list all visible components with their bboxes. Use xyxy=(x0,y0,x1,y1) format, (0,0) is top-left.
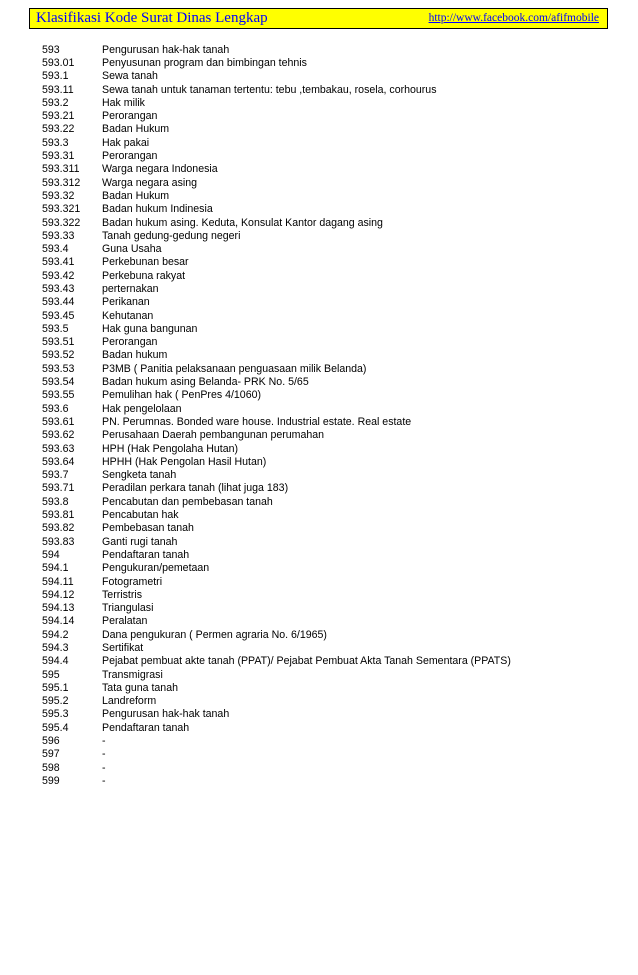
classification-code: 593.322 xyxy=(42,216,81,229)
classification-code: 593.4 xyxy=(42,243,69,256)
list-item xyxy=(42,282,602,295)
classification-description: Warga negara Indonesia xyxy=(102,163,218,176)
classification-description: Peralatan xyxy=(102,615,148,628)
classification-code: 596 xyxy=(42,735,60,748)
classification-code: 593.321 xyxy=(42,203,81,216)
classification-description: PN. Perumnas. Bonded ware house. Industrial estate. Real estate xyxy=(102,415,412,428)
list-item xyxy=(42,442,602,455)
classification-code: 594.4 xyxy=(42,655,69,668)
classification-code: 593.11 xyxy=(42,83,74,96)
classification-code: 593.32 xyxy=(42,189,75,202)
list-item xyxy=(42,575,602,588)
classification-code: 593.45 xyxy=(42,309,75,322)
classification-description: Badan Hukum xyxy=(102,189,170,202)
classification-description: Sewa tanah xyxy=(102,70,158,83)
list-item xyxy=(42,761,602,774)
classification-code: 593.33 xyxy=(42,229,75,242)
classification-code: 593.01 xyxy=(42,56,75,69)
classification-description: Landreform xyxy=(102,695,157,708)
classification-code: 594.12 xyxy=(42,588,75,601)
list-item xyxy=(42,203,602,216)
classification-description: - xyxy=(102,761,106,774)
classification-description: Hak pengelolaan xyxy=(102,402,182,415)
classification-description: Pencabutan hak xyxy=(102,509,179,522)
facebook-link[interactable]: http://www.facebook.com/afifmobile xyxy=(428,11,599,24)
classification-description: Perorangan xyxy=(102,110,158,123)
list-item xyxy=(42,734,602,747)
classification-description: Sewa tanah untuk tanaman tertentu: tebu ,tembakau, rosela, corhourus xyxy=(102,83,437,96)
list-item xyxy=(42,562,602,575)
page-header-bar xyxy=(29,8,608,29)
classification-code: 593.312 xyxy=(42,176,81,189)
list-item xyxy=(42,721,602,734)
classification-code: 594.2 xyxy=(42,628,69,641)
classification-code: 598 xyxy=(42,761,60,774)
classification-code: 593.1 xyxy=(42,70,69,83)
classification-code: 593.3 xyxy=(42,136,69,149)
list-item xyxy=(42,708,602,721)
list-item xyxy=(42,522,602,535)
list-item xyxy=(42,136,602,149)
list-item xyxy=(42,362,602,375)
list-item xyxy=(42,256,602,269)
list-item xyxy=(42,601,602,614)
classification-description: perternakan xyxy=(102,282,159,295)
list-item xyxy=(42,495,602,508)
classification-description: Pemulihan hak ( PenPres 4/1060) xyxy=(102,389,261,402)
classification-code: 593.83 xyxy=(42,535,75,548)
classification-description: Peradilan perkara tanah (lihat juga 183) xyxy=(102,482,289,495)
classification-code: 593.51 xyxy=(42,336,75,349)
classification-description: Perorangan xyxy=(102,336,158,349)
classification-description: HPHH (Hak Pengolan Hasil Hutan) xyxy=(102,455,267,468)
document-title: Klasifikasi Kode Surat Dinas Lengkap xyxy=(36,10,268,26)
list-item xyxy=(42,389,602,402)
classification-code: 593.7 xyxy=(42,469,69,482)
list-item xyxy=(42,96,602,109)
list-item xyxy=(42,748,602,761)
classification-description: Tanah gedung-gedung negeri xyxy=(102,229,241,242)
classification-description: Triangulasi xyxy=(102,602,154,615)
classification-description: Sertifikat xyxy=(102,642,144,654)
list-item xyxy=(42,628,602,641)
classification-description: Perkebuna rakyat xyxy=(102,269,186,282)
classification-description: Perusahaan Daerah pembangunan perumahan xyxy=(102,429,325,442)
classification-code: 593.8 xyxy=(42,495,69,508)
classification-description: Badan hukum xyxy=(102,349,168,362)
list-item xyxy=(42,269,602,282)
classification-code: 593.53 xyxy=(42,362,75,375)
list-item xyxy=(42,70,602,83)
classification-description: Terristris xyxy=(102,588,143,601)
list-item xyxy=(42,176,602,189)
list-item xyxy=(42,641,602,654)
list-item xyxy=(42,774,602,787)
classification-code: 593 xyxy=(42,43,60,56)
classification-description: Pendaftaran tanah xyxy=(102,548,190,561)
list-item xyxy=(42,668,602,681)
classification-code: 593.81 xyxy=(42,509,75,522)
classification-description: Pendaftaran tanah xyxy=(102,721,190,734)
classification-description: Pencabutan dan pembebasan tanah xyxy=(102,495,273,508)
classification-description: Pengukuran/pemetaan xyxy=(102,562,210,575)
classification-code: 593.71 xyxy=(42,482,75,495)
classification-code: 593.5 xyxy=(42,322,69,335)
classification-description: P3MB ( Panitia pelaksanaan penguasaan milik Belanda) xyxy=(102,362,367,375)
classification-code: 593.21 xyxy=(42,110,75,123)
classification-description: Perkebunan besar xyxy=(102,256,189,269)
classification-description: Sengketa tanah xyxy=(102,469,177,482)
classification-code: 594.14 xyxy=(42,615,75,628)
classification-code: 593.43 xyxy=(42,282,75,295)
classification-description: HPH (Hak Pengolaha Hutan) xyxy=(102,442,239,455)
classification-description: Ganti rugi tanah xyxy=(102,535,178,548)
classification-description: Badan hukum asing Belanda- PRK No. 5/65 xyxy=(102,376,309,389)
list-item xyxy=(42,56,602,69)
classification-description: Penyusunan program dan bimbingan tehnis xyxy=(102,56,307,69)
list-item xyxy=(42,375,602,388)
classification-code: 594.1 xyxy=(42,562,69,575)
classification-code: 594.11 xyxy=(42,575,74,588)
list-item xyxy=(42,655,602,668)
list-item xyxy=(42,429,602,442)
classification-description: Pengurusan hak-hak tanah xyxy=(102,708,230,721)
classification-description: Hak pakai xyxy=(102,136,150,149)
classification-description: - xyxy=(102,735,106,748)
classification-description: Kehutanan xyxy=(102,309,154,322)
classification-code: 593.41 xyxy=(42,256,75,269)
classification-code: 593.311 xyxy=(42,163,80,176)
list-item xyxy=(42,216,602,229)
classification-description: Hak guna bangunan xyxy=(102,322,198,335)
classification-description: Pengurusan hak-hak tanah xyxy=(102,43,230,56)
classification-code: 593.82 xyxy=(42,522,75,535)
classification-code: 593.52 xyxy=(42,349,75,362)
classification-description: Badan hukum asing. Keduta, Konsulat Kantor dagang asing xyxy=(102,216,383,229)
classification-code: 593.55 xyxy=(42,389,75,402)
classification-code-list xyxy=(42,43,602,788)
classification-code: 594.3 xyxy=(42,642,69,654)
classification-code: 593.42 xyxy=(42,269,75,282)
classification-code: 595.1 xyxy=(42,681,69,694)
classification-code: 593.63 xyxy=(42,442,75,455)
classification-code: 593.62 xyxy=(42,429,75,442)
list-item xyxy=(42,535,602,548)
classification-code: 593.6 xyxy=(42,402,69,415)
list-item xyxy=(42,309,602,322)
list-item xyxy=(42,336,602,349)
classification-code: 593.54 xyxy=(42,376,75,389)
list-item xyxy=(42,296,602,309)
list-item xyxy=(42,508,602,521)
classification-description: Transmigrasi xyxy=(102,668,163,681)
classification-description: Hak milik xyxy=(102,96,145,109)
list-item xyxy=(42,123,602,136)
classification-description: Dana pengukuran ( Permen agraria No. 6/1965) xyxy=(102,628,327,641)
classification-code: 593.64 xyxy=(42,455,75,468)
list-item xyxy=(42,149,602,162)
classification-description: - xyxy=(102,774,106,787)
classification-code: 594 xyxy=(42,548,60,561)
list-item xyxy=(42,43,602,56)
list-item xyxy=(42,83,602,96)
list-item xyxy=(42,548,602,561)
classification-code: 595.2 xyxy=(42,695,69,708)
list-item xyxy=(42,163,602,176)
list-item xyxy=(42,681,602,694)
list-item xyxy=(42,109,602,122)
classification-description: Perikanan xyxy=(102,296,150,309)
classification-code: 595.3 xyxy=(42,708,69,721)
classification-description: Pembebasan tanah xyxy=(102,522,194,535)
classification-code: 594.13 xyxy=(42,602,75,615)
classification-description: - xyxy=(102,748,106,761)
classification-code: 593.31 xyxy=(42,150,75,163)
classification-code: 595.4 xyxy=(42,721,69,734)
list-item xyxy=(42,588,602,601)
classification-description: Badan Hukum xyxy=(102,123,170,136)
list-item xyxy=(42,469,602,482)
classification-code: 593.61 xyxy=(42,415,75,428)
classification-description: Perorangan xyxy=(102,150,158,163)
list-item xyxy=(42,242,602,255)
classification-code: 599 xyxy=(42,774,60,787)
list-item xyxy=(42,455,602,468)
classification-code: 597 xyxy=(42,748,60,761)
classification-description: Warga negara asing xyxy=(102,176,198,189)
classification-description: Fotogrametri xyxy=(102,575,163,588)
list-item xyxy=(42,322,602,335)
classification-code: 593.2 xyxy=(42,96,69,109)
classification-code: 595 xyxy=(42,668,60,681)
list-item xyxy=(42,415,602,428)
classification-description: Guna Usaha xyxy=(102,243,162,256)
classification-description: Pejabat pembuat akte tanah (PPAT)/ Pejabat Pembuat Akta Tanah Sementara (PPATS) xyxy=(102,655,511,668)
list-item xyxy=(42,615,602,628)
list-item xyxy=(42,695,602,708)
classification-code: 593.22 xyxy=(42,123,75,136)
list-item xyxy=(42,402,602,415)
list-item xyxy=(42,482,602,495)
list-item xyxy=(42,229,602,242)
list-item xyxy=(42,349,602,362)
classification-description: Tata guna tanah xyxy=(102,681,178,694)
list-item xyxy=(42,189,602,202)
classification-code: 593.44 xyxy=(42,296,75,309)
classification-description: Badan hukum Indinesia xyxy=(102,203,213,216)
